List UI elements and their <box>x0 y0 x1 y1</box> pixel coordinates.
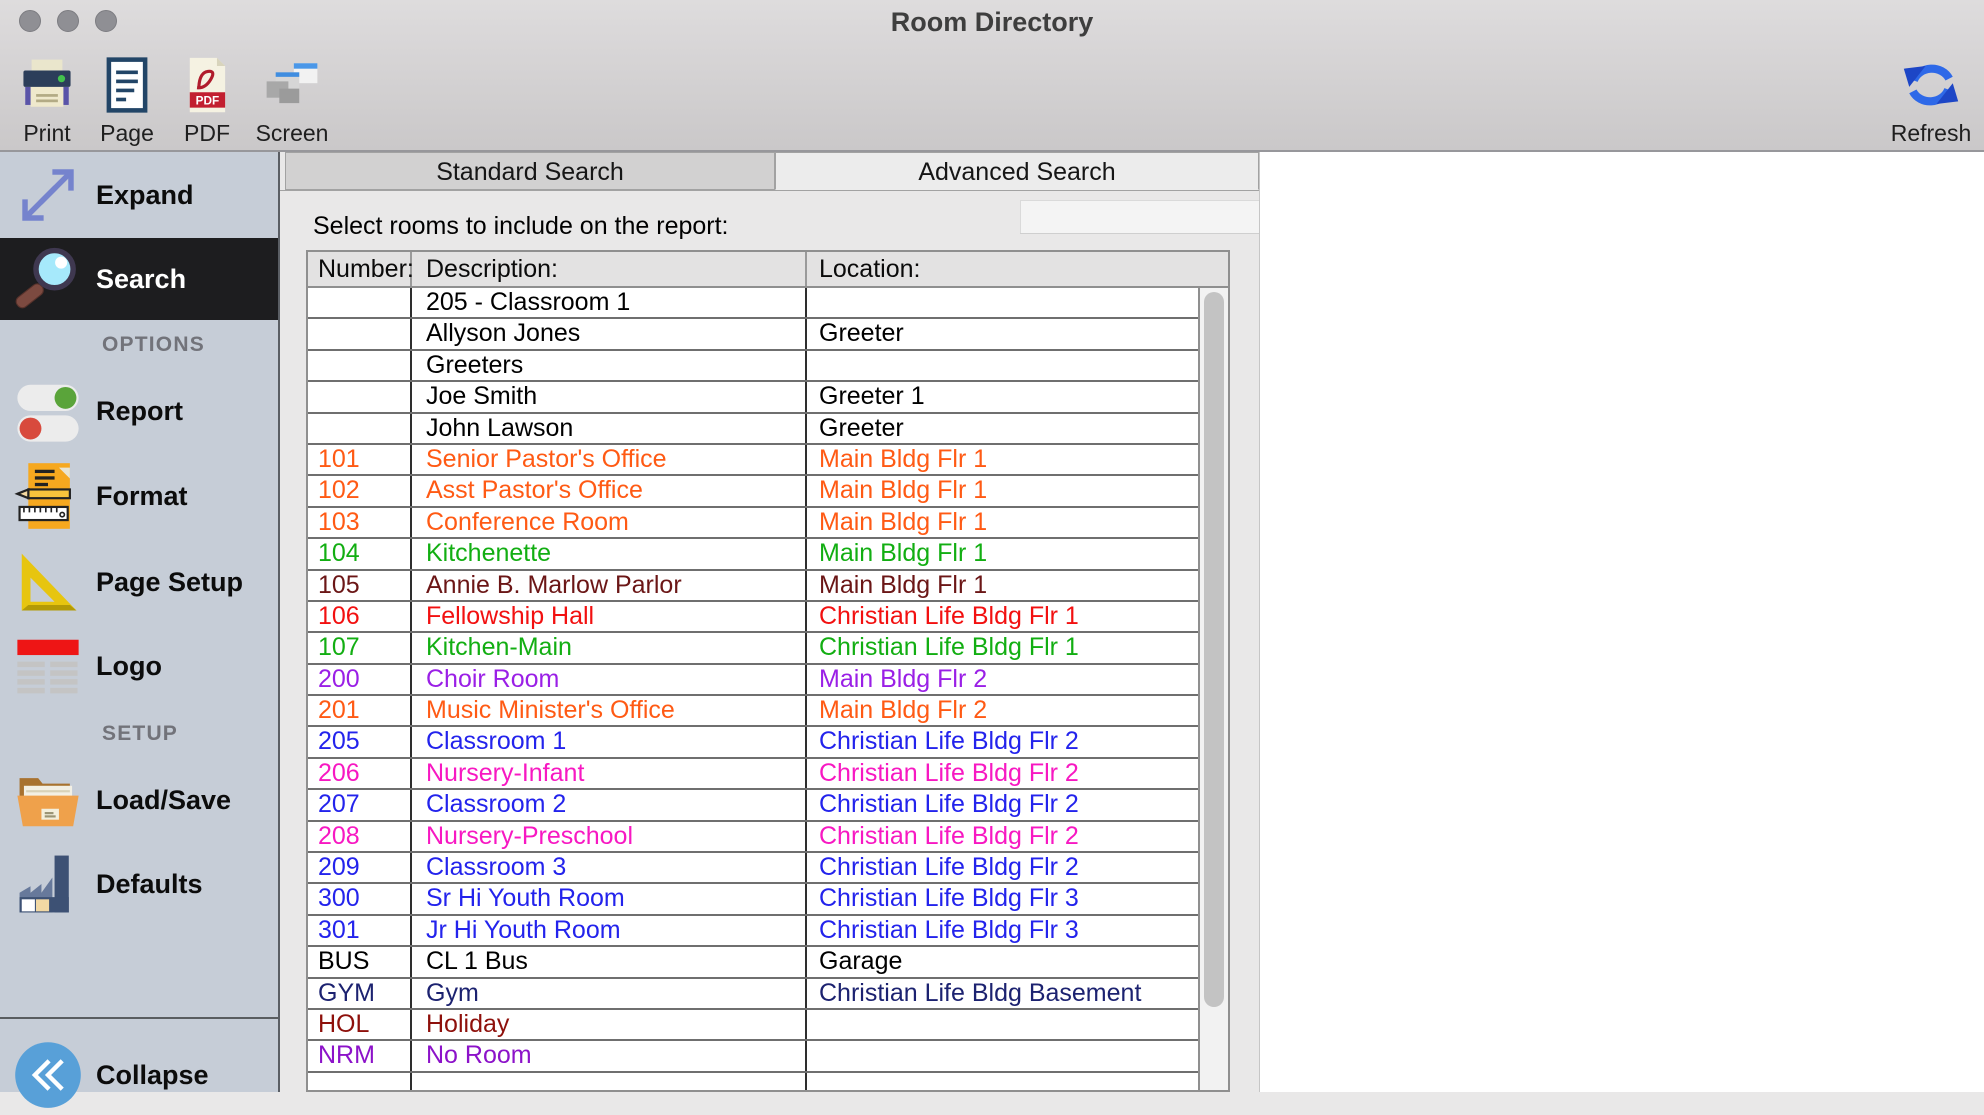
toolbar-print-button[interactable] <box>2 56 92 147</box>
cell-description[interactable]: Fellowship Hall <box>412 602 807 631</box>
cell-location[interactable]: Main Bldg Flr 1 <box>819 570 988 599</box>
table-row[interactable] <box>308 853 1198 884</box>
sidebar-item-load-save[interactable] <box>0 760 278 840</box>
collapse-icon <box>0 1040 96 1110</box>
cell-description[interactable]: Annie B. Marlow Parlor <box>412 571 807 600</box>
cell-description[interactable]: Nursery-Infant <box>412 759 807 788</box>
expand-icon <box>0 160 96 230</box>
screen-icon <box>247 56 337 118</box>
cell-location[interactable] <box>807 351 1198 380</box>
format-icon <box>0 461 96 531</box>
table-scrollbar[interactable] <box>1198 288 1228 1090</box>
cell-number[interactable]: 200 <box>308 665 412 694</box>
cell-location[interactable] <box>807 1041 1198 1070</box>
cell-number[interactable]: 206 <box>308 759 412 788</box>
toolbar-item-label: Print <box>23 120 71 146</box>
cell-location[interactable]: Greeter 1 <box>819 382 925 411</box>
cell-number[interactable]: GYM <box>308 979 412 1008</box>
cell-location[interactable] <box>807 288 1198 317</box>
sidebar-section-options: OPTIONS <box>102 333 205 356</box>
table-body <box>308 288 1198 1090</box>
table-row[interactable] <box>308 445 1198 476</box>
table-row[interactable] <box>308 1041 1198 1072</box>
cell-number[interactable]: 103 <box>308 508 412 537</box>
refresh-icon <box>1886 56 1976 118</box>
cell-number[interactable] <box>308 288 412 317</box>
sidebar-item-page-setup[interactable] <box>0 540 278 624</box>
sidebar <box>0 152 280 1092</box>
cell-location[interactable]: Christian Life Bldg Flr 3 <box>819 915 1079 944</box>
table-row[interactable] <box>308 696 1198 727</box>
cell-description[interactable]: Classroom 1 <box>412 727 807 756</box>
table-row[interactable] <box>308 508 1198 539</box>
sidebar-item-label: Search <box>96 263 187 294</box>
table-row[interactable] <box>308 884 1198 915</box>
cell-location[interactable]: Main Bldg Flr 1 <box>819 476 988 505</box>
cell-number[interactable]: 101 <box>308 445 412 474</box>
cell-description[interactable]: Classroom 3 <box>412 853 807 882</box>
cell-description[interactable]: No Room <box>412 1041 807 1070</box>
cell-location[interactable]: Christian Life Bldg Flr 1 <box>819 601 1079 630</box>
toolbar-item-label: PDF <box>184 120 230 146</box>
sidebar-item-expand[interactable] <box>0 152 278 238</box>
cell-description[interactable]: Sr Hi Youth Room <box>412 884 807 913</box>
window-title: Room Directory <box>890 7 1094 37</box>
cell-description[interactable]: Joe Smith <box>412 382 807 411</box>
cell-description[interactable]: Jr Hi Youth Room <box>412 916 807 945</box>
report-preview-panel <box>1259 152 1984 1092</box>
cell-number[interactable]: NRM <box>308 1041 412 1070</box>
cell-location[interactable]: Main Bldg Flr 2 <box>819 696 988 725</box>
table-row[interactable] <box>308 539 1198 570</box>
cell-location[interactable]: Main Bldg Flr 2 <box>819 664 988 693</box>
table-header <box>308 252 1228 288</box>
cell-location[interactable]: Garage <box>819 947 903 976</box>
logo-icon <box>0 631 96 701</box>
cell-description[interactable] <box>412 1073 807 1090</box>
select-rooms-label: Select rooms to include on the report: <box>313 212 729 240</box>
table-row[interactable] <box>308 288 1198 319</box>
cell-number[interactable]: 104 <box>308 539 412 568</box>
page-setup-icon <box>0 547 96 617</box>
table-row[interactable] <box>308 947 1198 978</box>
tab-standard-search[interactable]: Standard Search <box>285 152 775 190</box>
table-row[interactable] <box>308 1010 1198 1041</box>
cell-location[interactable]: Greeter <box>819 413 904 442</box>
cell-description[interactable]: Kitchen-Main <box>412 633 807 662</box>
cell-description[interactable]: John Lawson <box>412 414 807 443</box>
refresh-label: Refresh <box>1890 120 1972 146</box>
cell-description[interactable]: 205 - Classroom 1 <box>412 288 807 317</box>
cell-description[interactable]: Nursery-Preschool <box>412 822 807 851</box>
cell-number[interactable] <box>308 351 412 380</box>
cell-description[interactable]: Greeters <box>412 351 807 380</box>
cell-number[interactable]: HOL <box>308 1010 412 1039</box>
sidebar-section-setup: SETUP <box>102 722 179 745</box>
cell-description[interactable]: Gym <box>412 979 807 1008</box>
table-row[interactable] <box>308 916 1198 947</box>
table-row[interactable] <box>308 414 1198 445</box>
cell-location[interactable]: Christian Life Bldg Flr 2 <box>819 727 1079 756</box>
refresh-button[interactable] <box>1886 56 1976 147</box>
table-row[interactable] <box>308 319 1198 350</box>
cell-number[interactable]: 301 <box>308 916 412 945</box>
cell-number[interactable]: 207 <box>308 790 412 819</box>
page-icon <box>82 56 172 118</box>
main-content <box>280 152 1259 1092</box>
toolbar-item-label: Page <box>100 120 154 146</box>
sidebar-item-label: Load/Save <box>96 784 232 815</box>
sidebar-item-label: Expand <box>96 179 194 210</box>
table-row[interactable] <box>308 1073 1198 1090</box>
table-row[interactable] <box>308 602 1198 633</box>
cell-description[interactable]: Music Minister's Office <box>412 696 807 725</box>
cell-number[interactable]: 105 <box>308 571 412 600</box>
table-row[interactable] <box>308 351 1198 382</box>
cell-number[interactable] <box>308 319 412 348</box>
sidebar-item-format[interactable] <box>0 452 278 540</box>
print-icon <box>2 56 92 118</box>
cell-description[interactable]: Senior Pastor's Office <box>412 445 807 474</box>
cell-location[interactable]: Christian Life Bldg Flr 2 <box>819 758 1079 787</box>
cell-number[interactable]: 209 <box>308 853 412 882</box>
table-row[interactable] <box>308 665 1198 696</box>
sidebar-item-label: Page Setup <box>96 566 244 597</box>
cell-number[interactable]: 208 <box>308 822 412 851</box>
sidebar-item-collapse[interactable] <box>0 1035 278 1115</box>
cell-description[interactable]: Kitchenette <box>412 539 807 568</box>
cell-number[interactable]: 300 <box>308 884 412 913</box>
cell-description[interactable]: Conference Room <box>412 508 807 537</box>
cell-description[interactable]: Choir Room <box>412 665 807 694</box>
tab-advanced-search[interactable]: Advanced Search <box>775 152 1259 190</box>
cell-description[interactable]: Classroom 2 <box>412 790 807 819</box>
report-toggles-icon <box>0 376 96 446</box>
cell-number[interactable]: 107 <box>308 633 412 662</box>
sidebar-item-label: Collapse <box>96 1059 209 1090</box>
cell-location[interactable]: Main Bldg Flr 1 <box>819 444 988 473</box>
sidebar-item-label: Defaults <box>96 868 203 899</box>
table-row[interactable] <box>308 759 1198 790</box>
sidebar-item-search[interactable] <box>0 238 278 320</box>
cell-number[interactable] <box>308 414 412 443</box>
table-row[interactable] <box>308 476 1198 507</box>
cell-number[interactable]: 102 <box>308 476 412 505</box>
cell-location[interactable]: Christian Life Bldg Flr 3 <box>819 884 1079 913</box>
table-row[interactable] <box>308 790 1198 821</box>
table-row[interactable] <box>308 382 1198 413</box>
search-icon <box>0 244 96 314</box>
rooms-table <box>306 250 1230 1092</box>
sidebar-item-logo[interactable] <box>0 624 278 708</box>
cell-number[interactable] <box>308 382 412 411</box>
column-header-location: Location: <box>819 255 921 283</box>
sidebar-item-defaults[interactable] <box>0 840 278 928</box>
sidebar-item-report[interactable] <box>0 370 278 452</box>
cell-description[interactable]: CL 1 Bus <box>412 947 807 976</box>
toolbar-page-button[interactable] <box>82 56 172 147</box>
cell-number[interactable]: BUS <box>308 947 412 976</box>
cell-location[interactable]: Main Bldg Flr 1 <box>819 539 988 568</box>
sidebar-item-label: Report <box>96 395 183 426</box>
cell-location[interactable]: Christian Life Bldg Flr 1 <box>819 633 1079 662</box>
cell-description[interactable]: Asst Pastor's Office <box>412 476 807 505</box>
toolbar-item-label: Screen <box>255 120 329 146</box>
cell-number[interactable] <box>308 1073 412 1090</box>
table-row[interactable] <box>308 979 1198 1010</box>
cell-description[interactable]: Allyson Jones <box>412 319 807 348</box>
column-header-description: Description: <box>412 252 807 286</box>
cell-location[interactable]: Greeter <box>819 319 904 348</box>
scrollbar-thumb[interactable] <box>1204 292 1224 1007</box>
tab-bar <box>280 152 1259 191</box>
table-row[interactable] <box>308 822 1198 853</box>
cell-location[interactable]: Main Bldg Flr 1 <box>819 507 988 536</box>
sidebar-item-label: Format <box>96 480 188 511</box>
defaults-icon <box>0 849 96 919</box>
pdf-icon <box>162 56 252 118</box>
toolbar-pdf-button[interactable] <box>162 56 252 147</box>
table-row[interactable] <box>308 633 1198 664</box>
toolbar-screen-button[interactable] <box>247 56 337 147</box>
cell-location[interactable]: Christian Life Bldg Flr 2 <box>819 790 1079 819</box>
cell-location[interactable] <box>807 1010 1198 1039</box>
table-row[interactable] <box>308 727 1198 758</box>
table-row[interactable] <box>308 571 1198 602</box>
sidebar-item-label: Logo <box>96 650 162 681</box>
sidebar-bottom <box>0 1017 278 1092</box>
svg-text:PDF: PDF <box>195 94 220 108</box>
window-header <box>0 0 1984 152</box>
cell-location[interactable]: Christian Life Bldg Flr 2 <box>819 821 1079 850</box>
load-save-icon <box>0 765 96 835</box>
cell-location[interactable] <box>807 1073 1198 1090</box>
cell-number[interactable]: 106 <box>308 602 412 631</box>
cell-location[interactable]: Christian Life Bldg Flr 2 <box>819 853 1079 882</box>
cell-number[interactable]: 201 <box>308 696 412 725</box>
column-header-number: Number: <box>308 252 412 286</box>
cell-number[interactable]: 205 <box>308 727 412 756</box>
cell-location[interactable]: Christian Life Bldg Basement <box>819 978 1142 1007</box>
cell-description[interactable]: Holiday <box>412 1010 807 1039</box>
